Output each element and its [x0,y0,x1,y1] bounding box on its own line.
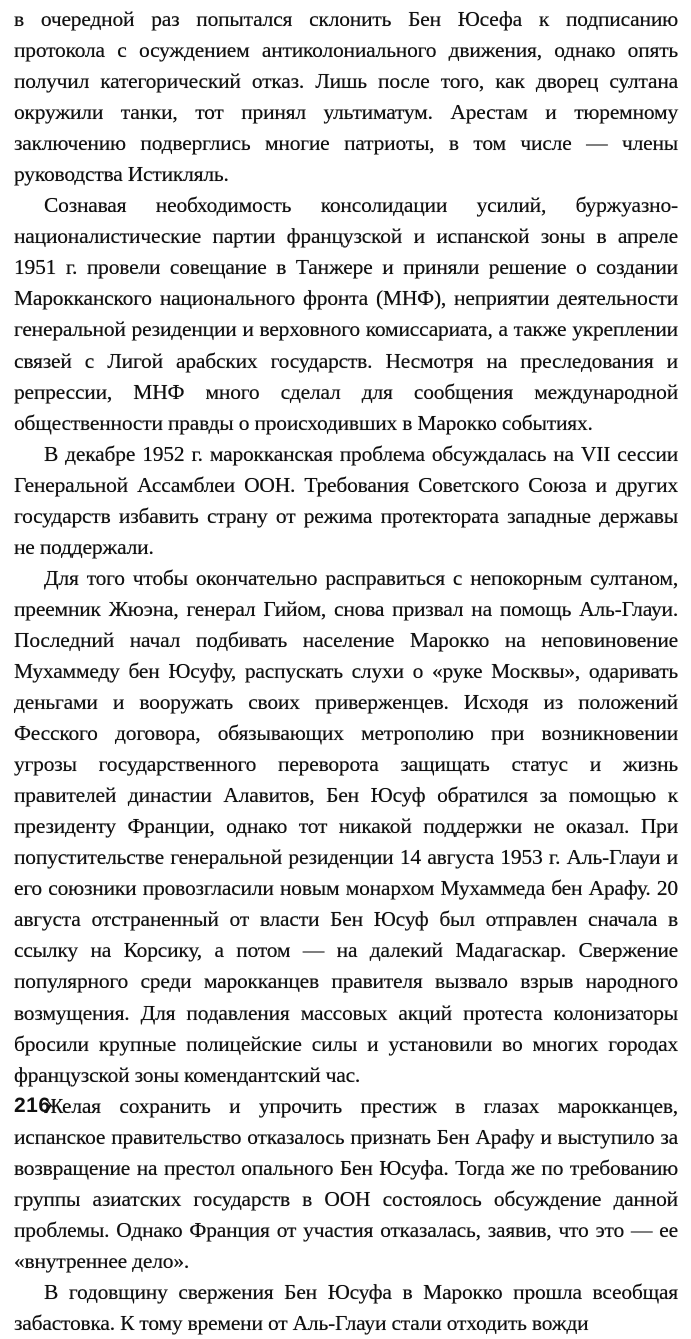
page-number: 216 [14,1094,51,1117]
paragraph-continuation: в очередной раз попытался склонить Бен Юсефа к подписанию протокола с осуждением антиколониального движения, однако опять получил категорический отказ. Лишь после того, как дворец султана окружили танки, тот принял ультиматум. Арестам и тюремному заключению подверглись многие патриоты, в том числе — члены руководства Истикляль. [14,7,678,187]
paragraph-un-session: В декабре 1952 г. марокканская проблема обсуждалась на VII сессии Генеральной Ассамблеи ООН. Требования Советского Союза и других государств избавить страну от режима протектората западные державы не поддержали. [14,441,678,559]
paragraph-national-front: Сознавая необходимость консолидации усилий, буржуазно-националистические партии французской и испанской зоны в апреле 1951 г. провели совещание в Танжере и приняли решение о создании Марокканского национального фронта (МНФ), неприятии деятельности генеральной резиденции и верховного комиссариата, а также укреплении связей с Лигой арабских государств. Несмотря на преследования и репрессии, МНФ много сделал для сообщения международной общественности правды о происходивших в Марокко событиях. [14,193,678,435]
paragraph-sultan-overthrow: Для того чтобы окончательно расправиться с непокорным султаном, преемник Жюэна, генерал Гийом, снова призвал на помощь Аль-Глауи. Последний начал подбивать население Марокко на неповиновение Мухаммеду бен Юсуфу, распускать слухи о «руке Москвы», одаривать деньгами и вооружать своих приверженцев. Исходя из положений Фесского договора, обязывающих метрополию при возникновении угрозы государственного переворота защищать статус и жизнь правителей династии Алавитов, Бен Юсуф обратился за помощью к президенту Франции, однако тот никакой поддержки не оказал. При попустительстве генеральной резиденции 14 августа 1953 г. Аль-Глауи и его союзники провозгласили новым монархом Мухаммеда бен Арафу. 20 августа отстраненный от власти Бен Юсуф был отправлен сначала в ссылку на Корсику, а потом — на далекий Мадагаскар. Свержение популярного среди марокканцев правителя вызвало взрыв народного возмущения. Для подавления массовых акций протеста колонизаторы бросили крупные полицейские силы и установили во многих городах французской зоны комендантский час. [14,565,678,1087]
paragraph-general-strike: В годовщину свержения Бен Юсуфа в Марокко прошла всеобщая забастовка. К тому времени от Аль-Глауи стали отходить вожди [14,1279,678,1335]
paragraph-spanish-position: Желая сохранить и упрочить престиж в глазах марокканцев, испанское правительство отказалось признать Бен Арафу и выступило за возвращение на престол опального Бен Юсуфа. Тогда же по требованию группы азиатских государств в ООН состоялось обсуждение данной проблемы. Однако Франция от участия отказалась, заявив, что это — ее «внутреннее дело». [14,1093,678,1273]
